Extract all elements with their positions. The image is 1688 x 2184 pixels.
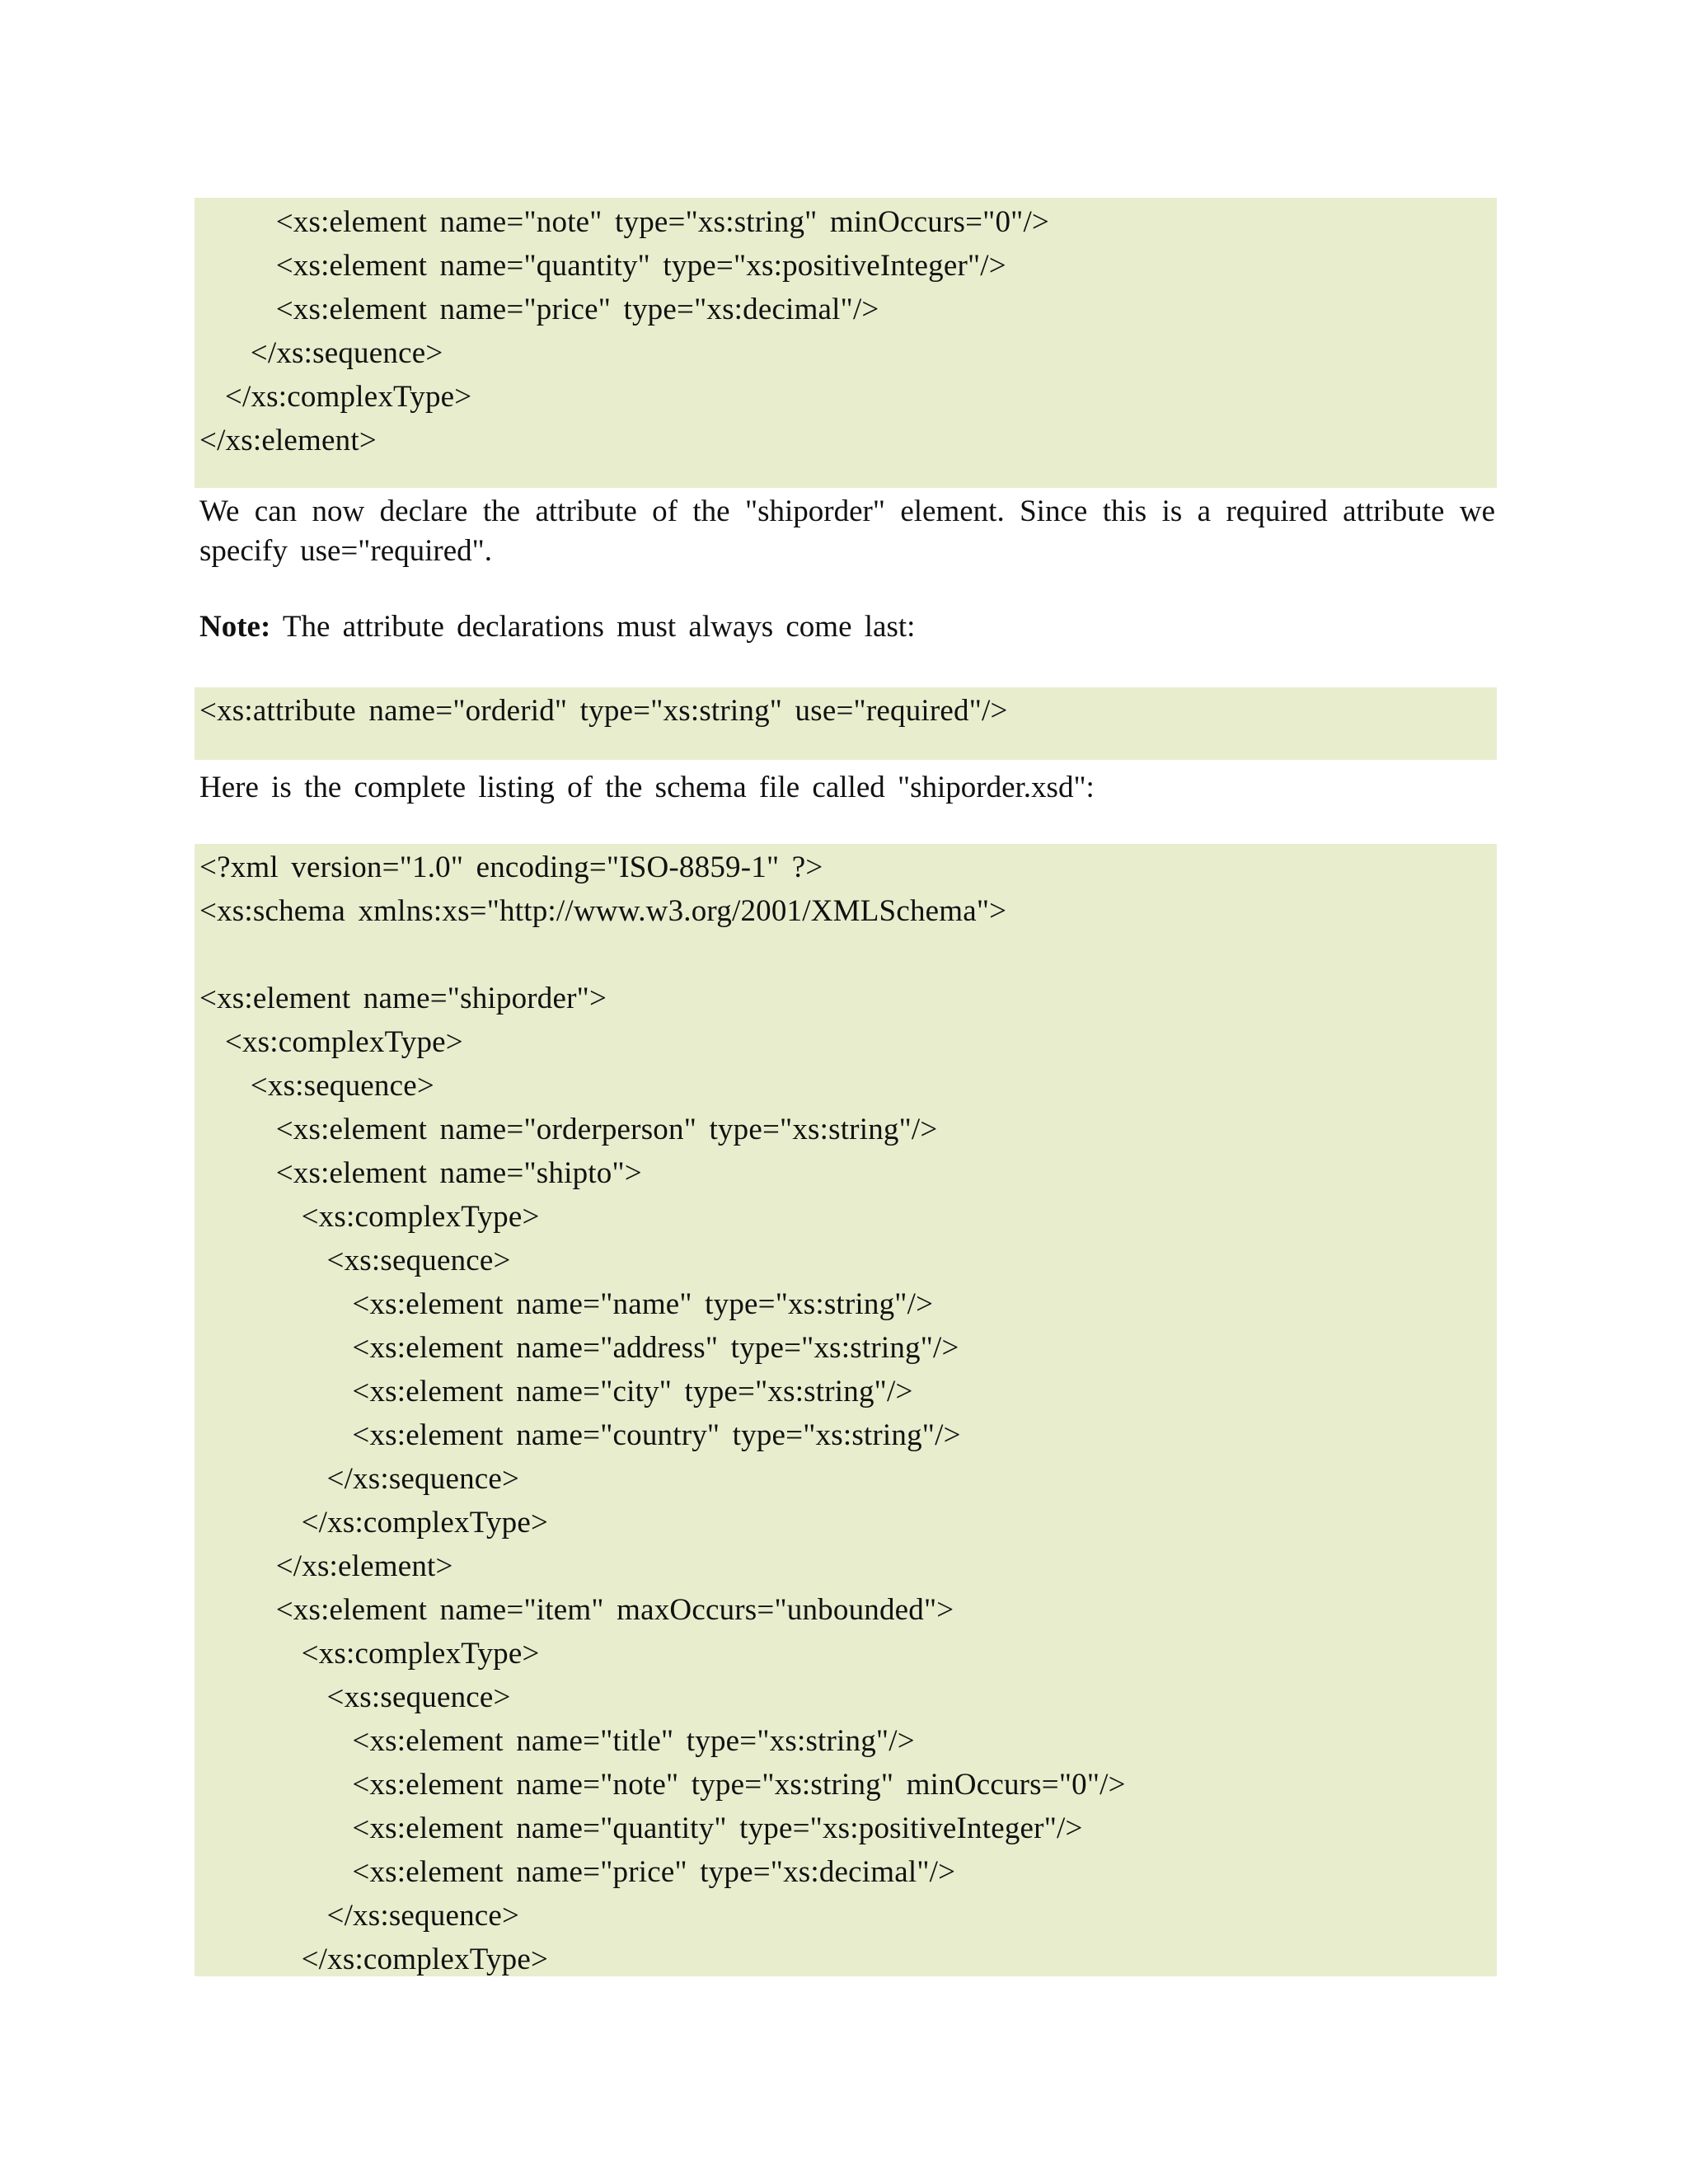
code-line: </xs:complexType> (199, 1506, 549, 1540)
code-line: <xs:sequence> (199, 1069, 434, 1103)
code-line: <xs:complexType> (199, 1025, 463, 1059)
code-line: <xs:element name="quantity" type="xs:positiveInteger"/> (199, 249, 1006, 283)
code-line: <?xml version="1.0" encoding="ISO-8859-1" ?> (199, 851, 823, 884)
code-block-attribute (195, 687, 1497, 760)
code-line: <xs:element name="orderperson" type="xs:string"/> (199, 1113, 938, 1146)
code-line: <xs:complexType> (199, 1637, 540, 1671)
code-line: <xs:element name="price" type="xs:decimal"/> (199, 293, 879, 326)
code-line: </xs:element> (199, 424, 377, 457)
code-line: <xs:attribute name="orderid" type="xs:string" use="required"/> (199, 694, 1008, 728)
note-label: Note: (199, 610, 271, 644)
code-line: </xs:sequence> (199, 336, 443, 370)
code-line: <xs:element name="country" type="xs:string"/> (199, 1418, 961, 1452)
code-line: </xs:sequence> (199, 1462, 520, 1496)
note-paragraph (199, 607, 1495, 647)
code-line: <xs:schema xmlns:xs="http://www.w3.org/2001/XMLSchema"> (199, 894, 1007, 928)
code-line (199, 933, 1497, 977)
code-line: <xs:element name="price" type="xs:decimal"/> (199, 1855, 956, 1889)
code-line: <xs:element name="shiporder"> (199, 982, 607, 1015)
paragraph-attribute-intro: We can now declare the attribute of the "shiporder" element. Since this is a required attribute we specify use="required". (199, 494, 1495, 568)
code-line: <xs:sequence> (199, 1244, 511, 1277)
code-line: <xs:element name="name" type="xs:string"/> (199, 1287, 934, 1321)
code-line: <xs:element name="note" type="xs:string" minOccurs="0"/> (199, 1768, 1126, 1802)
paragraph-complete-listing: Here is the complete listing of the schema file called "shiporder.xsd": (199, 771, 1095, 804)
code-line: </xs:complexType> (199, 1943, 549, 1976)
code-line: <xs:element name="quantity" type="xs:positiveInteger"/> (199, 1811, 1083, 1845)
code-line: </xs:complexType> (199, 380, 472, 414)
code-line: <xs:element name="city" type="xs:string"/> (199, 1375, 913, 1408)
code-block-element-end (195, 198, 1497, 488)
code-line: <xs:element name="title" type="xs:string"/> (199, 1724, 915, 1758)
code-block-schema-listing (195, 844, 1497, 1976)
code-line: <xs:sequence> (199, 1680, 511, 1714)
code-line: </xs:element> (199, 1549, 453, 1583)
code-line: </xs:sequence> (199, 1899, 520, 1933)
code-line: <xs:element name="address" type="xs:string"/> (199, 1331, 959, 1365)
code-line: <xs:element name="item" maxOccurs="unbounded"> (199, 1593, 954, 1627)
code-line: <xs:element name="shipto"> (199, 1156, 642, 1190)
code-line: <xs:element name="note" type="xs:string" minOccurs="0"/> (199, 205, 1050, 239)
note-text: The attribute declarations must always come last: (270, 610, 916, 644)
code-line: <xs:complexType> (199, 1200, 540, 1234)
